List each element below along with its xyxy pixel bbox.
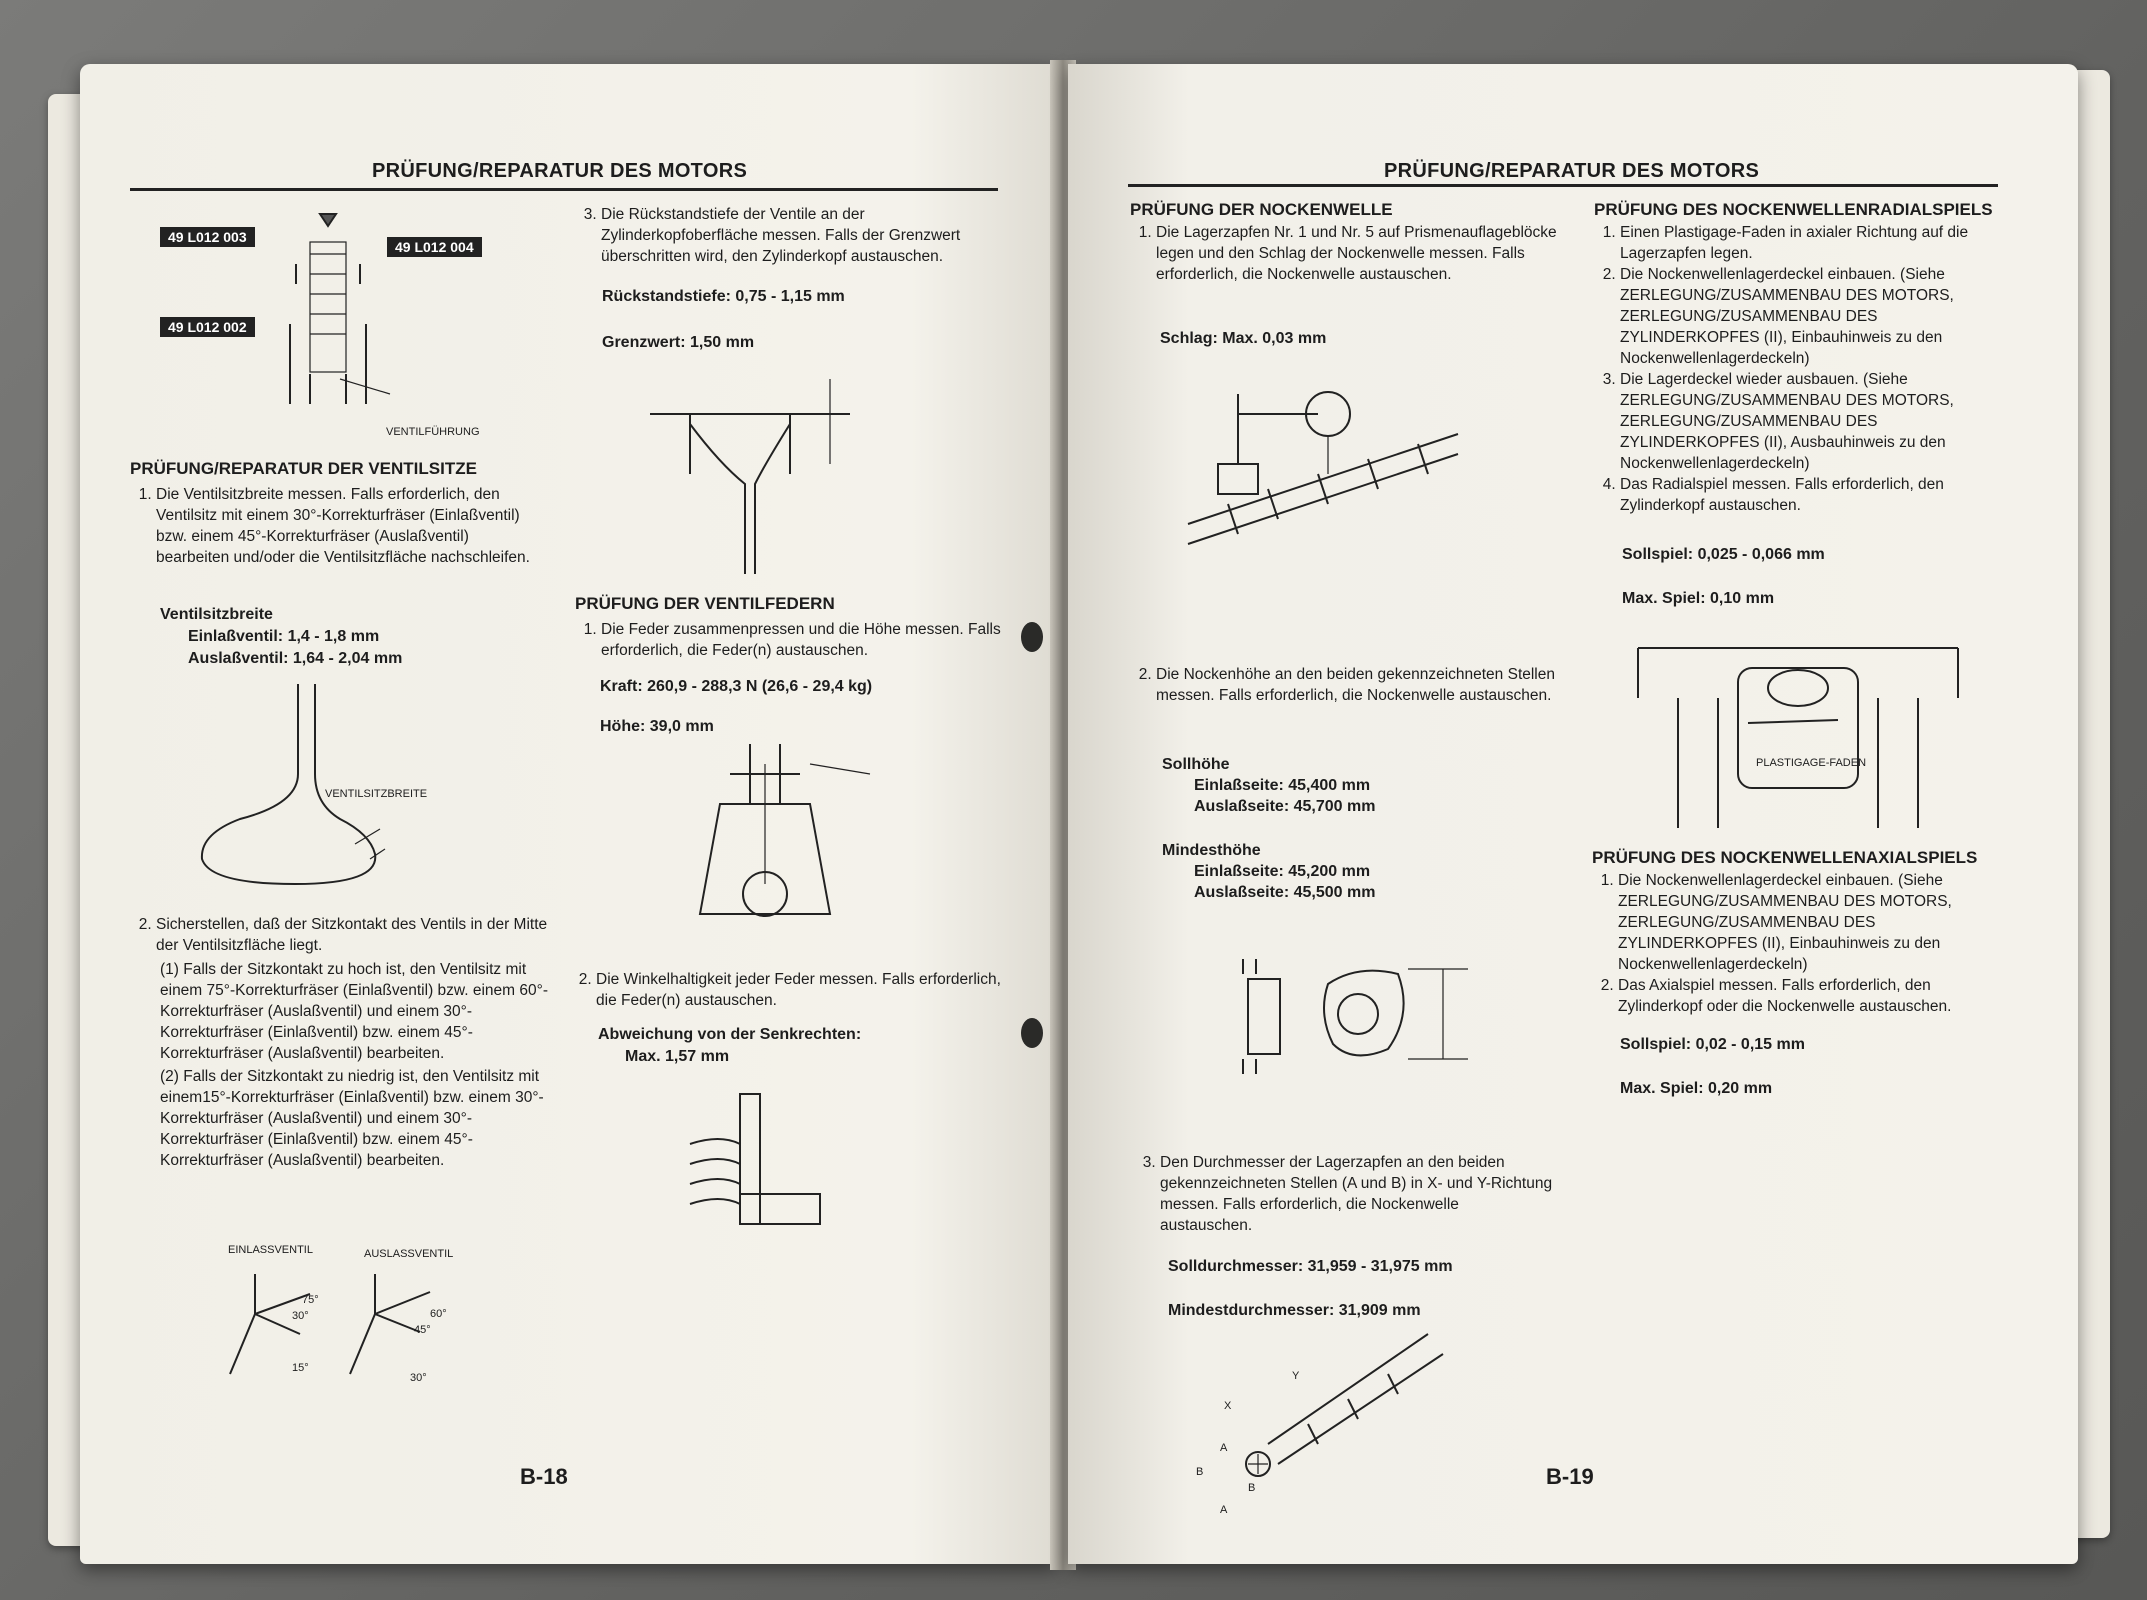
angle-15: 15° [292,1362,309,1374]
angle-75: 75° [302,1294,319,1306]
header-rule [130,188,998,191]
nominal-height-title: Sollhöhe [1162,756,1230,773]
right-page [1068,64,2078,1564]
page-header: PRÜFUNG/REPARATUR DES MOTORS [1384,160,1760,182]
min-height-title: Mindesthöhe [1162,842,1261,859]
cam-height-figure [1238,954,1498,1084]
radial-nominal: Sollspiel: 0,025 - 0,066 mm [1622,546,1825,563]
axial-nominal: Sollspiel: 0,02 - 0,15 mm [1620,1036,1805,1053]
nominal-height-intake: Einlaßseite: 45,400 mm [1194,777,1371,794]
punch-hole [1021,1018,1043,1048]
seat-spec-intake: Einlaßventil: 1,4 - 1,8 mm [188,628,380,645]
depth-step-3: 3. Die Rückstandstiefe der Ventile an der Zylinderkopfoberfläche messen. Falls der Grenzwert überschritten wird, den Zylinderkopf austauschen. [575,204,1005,267]
spring-height: Höhe: 39,0 mm [600,718,714,735]
header-rule [1128,184,1998,187]
guide-label: VENTILFÜHRUNG [386,426,480,438]
seat-spec-exhaust: Auslaßventil: 1,64 - 2,04 mm [188,650,403,667]
seat-step-1: 1. Die Ventilsitzbreite messen. Falls erforderlich, den Ventilsitz mit einem 30°-Korrekturfräser (Einlaßventil) bzw. einem 45°-Korrekturfräser (Auslaßventil) bearbeiten und/oder die Ventilsitzfläche nachschleifen. [130,484,540,568]
tool-tag-003: 49 L012 003 [160,227,255,247]
depth-limit: Grenzwert: 1,50 mm [602,334,755,351]
plastigage-figure [1638,638,1958,838]
diameter-min: Mindestdurchmesser: 31,909 mm [1168,1302,1421,1319]
angle-30-in: 30° [292,1310,309,1322]
angle-45: 45° [414,1324,431,1336]
nominal-height-exhaust: Auslaßseite: 45,700 mm [1194,798,1376,815]
intake-valve-label: EINLASSVENTIL [228,1244,313,1256]
min-height-exhaust: Auslaßseite: 45,500 mm [1194,884,1376,901]
angle-30-ex: 30° [410,1372,427,1384]
seat-step-2: 2. Sicherstellen, daß der Sitzkontakt des Ventils in der Mitte der Ventilsitzfläche liegt. [130,914,560,956]
seat-width-label: VENTILSITZBREITE [325,788,428,800]
tool-tag-002: 49 L012 002 [160,317,255,337]
camshaft-heading: PRÜFUNG DER NOCKENWELLE [1130,200,1393,219]
page-number-right: B-19 [1546,1464,1594,1489]
left-page [80,64,1058,1564]
axis-label-a-bottom: A [1220,1504,1228,1516]
camshaft-step-3: 3. Den Durchmesser der Lagerzapfen an den beiden gekennzeichneten Stellen (A und B) in X- und Y-Richtung messen. Falls erforderlich, die Nockenwelle austauschen. [1134,1152,1554,1236]
axial-max: Max. Spiel: 0,20 mm [1620,1080,1773,1097]
plastigage-label: PLASTIGAGE-FADEN [1756,757,1867,769]
diameter-nominal: Solldurchmesser: 31,959 - 31,975 mm [1168,1258,1453,1275]
angle-60: 60° [430,1308,447,1320]
valve-depth-figure [650,374,870,574]
seat-sub-2: (2) Falls der Sitzkontakt zu niedrig ist, den Ventilsitz mit einem15°-Korrekturfräser (Einlaßventil) bzw. einem 30°-Korrekturfräser (Auslaßventil) und einem 30°-Korrekturfräser (Einlaßventil) bzw. einem 45°-Korrekturfräser (Auslaßventil) bearbeiten. [160,1068,544,1169]
camshaft-step-2: 2. Die Nockenhöhe an den beiden gekennzeichneten Stellen messen. Falls erforderlich, die Nockenwelle austauschen. [1130,664,1560,706]
spring-force: Kraft: 260,9 - 288,3 N (26,6 - 29,4 kg) [600,678,873,695]
axial-heading: PRÜFUNG DES NOCKENWELLENAXIALSPIELS [1592,848,1978,867]
spring-squareness-figure [680,1074,840,1244]
seat-heading: PRÜFUNG/REPARATUR DER VENTILSITZE [130,459,477,478]
camshaft-runout-figure [1168,384,1498,564]
axis-label-b-right: B [1248,1482,1256,1494]
radial-steps: 1. Einen Plastigage-Faden in axialer Richtung auf die Lagerzapfen legen. 2. Die Nockenwellenlagerdeckel einbauen. (Siehe ZERLEGUNG/ZUSAMMENBAU DES MOTORS, ZERLEGUNG/ZUSAMMENBAU DES ZYLINDERKOPFES (II), Einbauhinweis zu den Nockenwellenlagerdeckeln) 3. Die Lagerdeckel wieder ausbauen. (Siehe ZERLEGUNG/ZUSAMMENBAU DES MOTORS, ZERLEGUNG/ZUSAMMENBAU DES ZYLINDERKOPFES (II), Ausbauhinweis zu den Nockenwellenlagerdeckeln) 4. Das Radialspiel messen. Falls erforderlich, den Zylinderkopf austauschen. [1594,222,2014,516]
spring-tester-figure [680,744,900,954]
springs-step-2: 2. Die Winkelhaltigkeit jeder Feder messen. Falls erforderlich, die Feder(n) austauschen. [570,969,1010,1011]
axis-label-b-left: B [1196,1466,1204,1478]
min-height-intake: Einlaßseite: 45,200 mm [1194,863,1371,880]
punch-hole [1021,622,1043,652]
depth-spec: Rückstandstiefe: 0,75 - 1,15 mm [602,288,845,305]
axis-label-a-top: A [1220,1442,1228,1454]
axis-label-y: Y [1292,1370,1300,1382]
runout-spec: Schlag: Max. 0,03 mm [1160,330,1327,347]
axis-label-x: X [1224,1400,1232,1412]
exhaust-valve-label: AUSLASSVENTIL [364,1248,454,1260]
tool-tag-004: 49 L012 004 [387,237,482,257]
radial-heading: PRÜFUNG DES NOCKENWELLENRADIALSPIELS [1594,200,1993,219]
seat-spec-title: Ventilsitzbreite [160,606,273,623]
camshaft-step-1: 1. Die Lagerzapfen Nr. 1 und Nr. 5 auf Prismenauflageblöcke legen und den Schlag der Nockenwelle messen. Falls erforderlich, die Nockenwelle austauschen. [1130,222,1560,285]
journal-diameter-figure [1218,1314,1478,1504]
radial-max: Max. Spiel: 0,10 mm [1622,590,1775,607]
seat-angle-figure [220,1264,480,1384]
page-header: PRÜFUNG/REPARATUR DES MOTORS [372,160,748,182]
springs-step-1: 1. Die Feder zusammenpressen und die Höhe messen. Falls erforderlich, die Feder(n) austauschen. [575,619,1005,661]
deviation-title: Abweichung von der Senkrechten: [598,1026,862,1043]
deviation-value: Max. 1,57 mm [625,1048,730,1065]
axial-steps: 1. Die Nockenwellenlagerdeckel einbauen. (Siehe ZERLEGUNG/ZUSAMMENBAU DES MOTORS, ZERLEGUNG/ZUSAMMENBAU DES ZYLINDERKOPFES (II), Einbauhinweis zu den Nockenwellenlagerdeckeln) 2. Das Axialspiel messen. Falls erforderlich, den Zylinderkopf oder die Nockenwelle austauschen. [1592,870,2012,1017]
page-number-left: B-18 [520,1464,568,1489]
seat-sub-1: (1) Falls der Sitzkontakt zu hoch ist, den Ventilsitz mit einem 75°-Korrekturfräser (Einlaßventil) bzw. einem 60°-Korrekturfräser (Auslaßventil) und einem 30°-Korrekturfräser (Einlaßventil) bzw. einem 45°-Korrekturfräser (Auslaßventil) bearbeiten. [160,961,548,1062]
springs-heading: PRÜFUNG DER VENTILFEDERN [575,594,835,613]
